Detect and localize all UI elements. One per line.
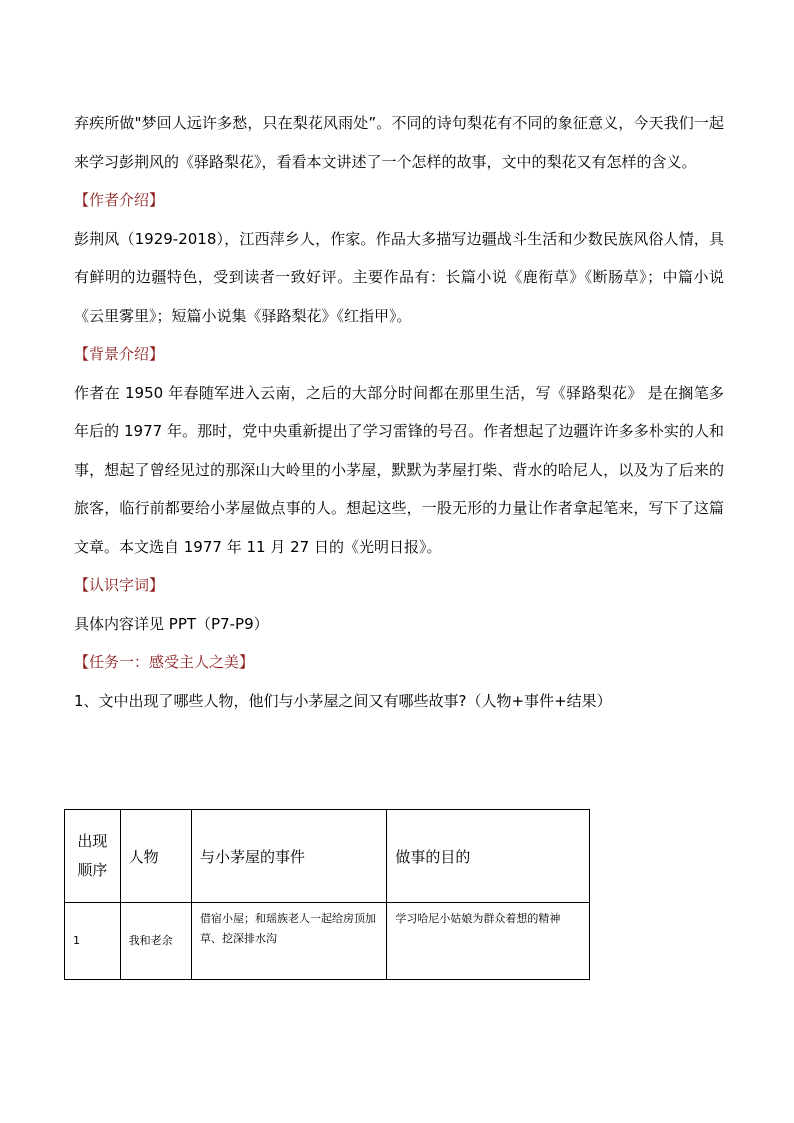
cell-purpose: 学习哈尼小姑娘为群众着想的精神 [387, 903, 590, 980]
vocab-heading: 【认识字词】 [74, 576, 165, 594]
header-event [192, 810, 387, 903]
background-heading: 【背景介绍】 [74, 345, 165, 363]
header-order-label: 出现顺序 [77, 832, 108, 879]
header-person-label: 人物 [128, 847, 159, 866]
header-purpose-label: 做事的目的 [395, 847, 471, 866]
author-paragraph: 彭荆风（1929-2018），江西萍乡人，作家。作品大多描写边疆战斗生活和少数民族风俗人情，具有鲜明的边疆特色，受到读者一致好评。主要作品有：长篇小说《鹿衔草》《断肠草》；中篇小说《云里雾里》；短篇小说集《驿路梨花》《红指甲》。 [74, 229, 724, 325]
vocab-paragraph: 具体内容详见 PPT（P7-P9） [74, 614, 269, 633]
table-row [65, 903, 590, 980]
header-person [120, 810, 191, 903]
cell-person: 我和老余 [120, 903, 191, 980]
table-header-row [65, 810, 590, 903]
cell-event: 借宿小屋；和瑶族老人一起给房顶加草、挖深排水沟 [192, 903, 387, 980]
header-purpose [387, 810, 590, 903]
header-event-label: 与小茅屋的事件 [200, 847, 306, 866]
intro-paragraph: 弃疾所做"梦回人远许多愁，只在梨花风雨处”。不同的诗句梨花有不同的象征意义，今天我们一起来学习彭荆风的《驿路梨花》，看看本文讲述了一个怎样的故事，文中的梨花又有怎样的含义。 [74, 114, 724, 171]
header-order [65, 810, 121, 903]
background-paragraph: 作者在 1950 年春随军进入云南，之后的大部分时间都在那里生活，写《驿路梨花》 是在搁笔多年后的 1977 年。那时，党中央重新提出了学习雷锋的号召。作者想起了边疆许许多多朴实的人和事，想起了曾经见过的那深山大岭里的小茅屋，默默为茅屋打柴、背水的哈尼人，以及为了后来的旅客，临行前都要给小茅屋做点事的人。想起这些，一股无形的力量让作者拿起笔来，写下了这篇文章。本文选自 1977 年 11 月 27 日的《光明日报》。 [74, 383, 724, 556]
cell-order: 1 [65, 903, 121, 980]
task1-heading: 【任务一：感受主人之美】 [74, 653, 255, 671]
events-table [64, 809, 590, 980]
author-heading: 【作者介绍】 [74, 191, 165, 209]
document-body [74, 104, 724, 720]
task1-question: 1、文中出现了哪些人物，他们与小茅屋之间又有哪些故事?（人物+事件+结果） [74, 691, 612, 710]
